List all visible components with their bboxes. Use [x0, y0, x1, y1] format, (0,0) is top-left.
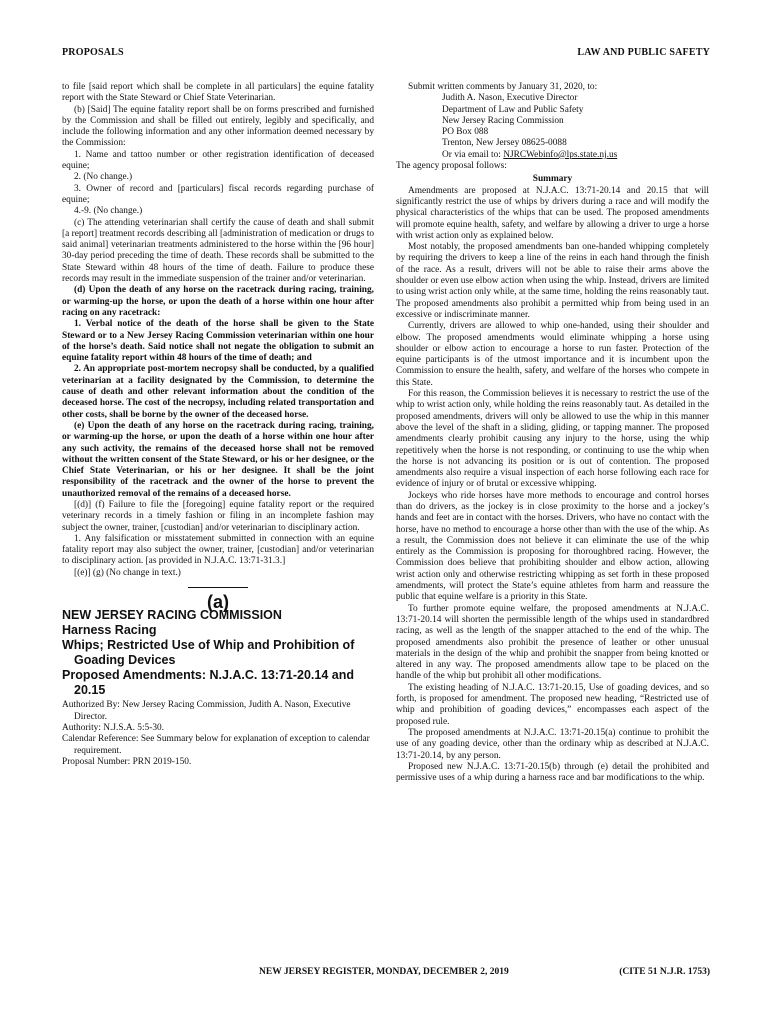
right-column [396, 82, 709, 784]
footer-left: NEW JERSEY REGISTER, MONDAY, DECEMBER 2, 2019 [259, 967, 509, 977]
paragraph: 2. (No change.) [74, 172, 133, 183]
email-line [396, 150, 709, 161]
proposal-number: Proposal Number: PRN 2019-150. [62, 756, 192, 767]
paragraph: 1. Verbal notice of the death of the horse shall be given to the State Steward or to a New Jersey Racing Commission veterinarian within one hour of the horse’s death. Said notice shall not negate the obligation to submit an equine fatality report within 48 hours of the time of death; and [62, 319, 374, 364]
address-line: Department of Law and Public Safety [442, 104, 584, 115]
address-line: Trenton, New Jersey 08625-0088 [442, 138, 567, 149]
left-column [62, 82, 374, 768]
subject-heading: Harness Racing [62, 623, 157, 638]
calendar-reference: Calendar Reference: See Summary below for explanation of exception to calendar requirement. [62, 734, 370, 756]
paragraph: 3. Owner of record and [particulars] fiscal records regarding purchase of equine; [62, 183, 374, 205]
authorized-by: Authorized By: New Jersey Racing Commission, Judith A. Nason, Executive Director. [62, 700, 351, 722]
paragraph: to file [said report which shall be complete in all particulars] the equine fatality report with the State Steward or Chief State Veterinarian. [62, 82, 374, 104]
paragraph: To further promote equine welfare, the proposed amendments at N.J.A.C. 13:71-20.14 will shorten the permissible length of the whips used in standardbred racing, as well as the length of the snapper attached to the end of the whip. The proposed amendments also prohibit the presence of leather or other unusual materials in the design of the whip and prohibit the snapper from being knotted or altered in any way. The proposed amendments allow tape to be placed on the handle of the whip but prohibit all other modifications. [396, 603, 709, 682]
proposal-follows: The agency proposal follows: [396, 161, 507, 172]
email-link[interactable]: NJRCWebinfo@lps.state.nj.us [503, 149, 618, 160]
paragraph: 1. Any falsification or misstatement submitted in connection with an equine fatality report may also subject the owner, trainer, [custodian] and/or veterinarian to disciplinary action. [as provided in N.J.A.C. 13:71-31.3.] [62, 533, 374, 567]
paragraph: [(d)] (f) Failure to file the [foregoing] equine fatality report or the required veterinary records in a timely fashion or filing in an incomplete fashion may subject the owner, trainer, [custodian] and/or veterinarian to disciplinary action. [62, 499, 374, 533]
paragraph: Proposed new N.J.A.C. 13:71-20.15(b) through (e) detail the prohibited and permissive uses of a whip during a harness race and bar modifications to the whip. [396, 761, 709, 784]
running-header-right: LAW AND PUBLIC SAFETY [577, 47, 710, 58]
paragraph: Amendments are proposed at N.J.A.C. 13:71-20.14 and 20.15 that will significantly restrict the use of whips by drivers during a race and will modify the physical characteristics of the whips that can be used. The proposed amendments will promote equine health, safety, and welfare by allowing a driver to urge a horse with wrist action only as explained below. [396, 185, 709, 241]
paragraph: The proposed amendments at N.J.A.C. 13:71-20.15(a) continue to prohibit the use of any goading device, other than the ordinary whip as described at N.J.A.C. 13:71-20.14, by any person. [396, 727, 709, 761]
paragraph: (e) Upon the death of any horse on the racetrack during racing, training, or warming-up the horse, or upon the death of a horse within one hour after any such activity, the remains of the deceased horse shall not be removed without the written consent of the State Steward, or his or her designee, or the Chief State Veterinarian, or his or her designee. It shall be the joint responsibility of the racetrack and the owner of the horse to prevent the unauthorized removal of the remains of a deceased horse. [62, 420, 374, 499]
agency-heading: NEW JERSEY RACING COMMISSION [62, 608, 282, 623]
section-divider [188, 587, 248, 588]
submit-intro: Submit written comments by January 31, 2020, to: [408, 82, 598, 92]
paragraph: Most notably, the proposed amendments ban one-handed whipping completely by requiring the drivers to keep a line of the reins in each hand through the finish of the race. As a result, drivers will not be able to raise their arms above the shoulder or even use elbow action when using the whip. Instead, drivers are limited to using wrist action only while, at the same time, holding the reins reasonably taut. The proposed amendments also prohibit a permitted whip from being used in an excessive or indiscriminate manner. [396, 242, 709, 320]
paragraph: The existing heading of N.J.A.C. 13:71-20.15, Use of goading devices, and so forth, is proposed for amendment. The proposed new heading, “Restricted use of whip and prohibition of goading devices,” encompasses each aspect of the proposed rule. [396, 682, 709, 727]
title-heading: Whips; Restricted Use of Whip and Prohibition of Goading Devices [62, 638, 355, 668]
address-line: New Jersey Racing Commission [442, 115, 564, 126]
footer-right: (CITE 51 N.J.R. 1753) [619, 967, 710, 977]
paragraph: (d) Upon the death of any horse on the racetrack during racing, training, or warming-up the horse, or upon the death of a horse within one hour after racing on any racetrack: [62, 285, 374, 318]
paragraph: 4.-9. (No change.) [74, 206, 143, 217]
paragraph: Currently, drivers are allowed to whip one-handed, using their shoulder and elbow. The proposed amendments would eliminate whipping a horse using shoulder or elbow action to encourage a horse to run faster. Protection of the equine participants is of the utmost importance and it is incumbent upon the Commission to ensure the health, safety, and welfare of the horses who compete in this State. [396, 321, 709, 388]
paragraph: [(e)] (g) (No change in text.) [74, 567, 181, 578]
address-line: Judith A. Nason, Executive Director [442, 93, 578, 104]
address-line: PO Box 088 [442, 127, 489, 138]
running-header-left: PROPOSALS [62, 47, 124, 58]
paragraph: For this reason, the Commission believes it is necessary to restrict the use of the whip to wrist action only, while holding the reins reasonably taut. As detailed in the proposed amendments, drivers will only be allowed to use the whip in this manner above the level of the shaft in a sliding, gliding, or tapping manner. The proposed amendments clearly prohibit causing any injury to the horse, using the whip repetitively when the horse is not responding, or continuing to use the whip when the horse is not advancing its position or is out of contention. The proposed amendments also require a visual inspection of each horse following each race for evidence of injury or of brutal or excessive whipping. [396, 389, 709, 490]
paragraph: 1. Name and tattoo number or other registration identification of deceased equine; [62, 149, 374, 172]
paragraph: (b) [Said] The equine fatality report shall be on forms prescribed and furnished by the Commission and shall be filled out entirely, legibly and specifically, and include the following information and any other information deemed necessary by the Commission: [62, 104, 374, 149]
section-marker: (a) [207, 592, 229, 613]
email-prefix: Or via email to: [442, 149, 504, 160]
authority: Authority: N.J.S.A. 5:5-30. [62, 722, 165, 733]
summary-heading: Summary [532, 174, 573, 185]
paragraph: 2. An appropriate post-mortem necropsy shall be conducted, by a qualified veterinarian at a facility designated by the Commission, to determine the cause of death and other relevant information about the condition of the deceased horse. The cost of the necropsy, including related transportation and other costs, shall be borne by the owner of the deceased horse. [62, 364, 374, 420]
paragraph: (c) The attending veterinarian shall certify the cause of death and shall submit [a report] treatment records describing all [administration of medication or drugs to said animal] veterinarian treatments administered to the horse within the [96 hour] 30-day period preceding the time of death. These records shall be submitted to the State Steward within 48 hours of the time of death. Failure to produce these records may result in the immediate suspension of the trainer and/or veterinarian. [62, 217, 374, 285]
proposed-amendments-heading: Proposed Amendments: N.J.A.C. 13:71-20.14 and 20.15 [62, 668, 354, 698]
paragraph: Jockeys who ride horses have more methods to encourage and control horses than do drivers, as the jockey is in close proximity to the horse and a jockey’s hands and feet are in contact with the horses. Drivers, who have no contact with the horse, have no method to encourage a horse other than with the use of the whip. As a result, the Commission does not believe it can eliminate the use of the whip entirely as the Commission is proposing for thoroughbred racing. However, the Commission does believe that prohibiting shoulder and elbow action, allowing wrist action only and otherwise restricting whipping as set forth in these proposed amendments, will protect the State’s equine athletes from harm and reassure the public that equine welfare is a priority in this State. [396, 490, 709, 603]
